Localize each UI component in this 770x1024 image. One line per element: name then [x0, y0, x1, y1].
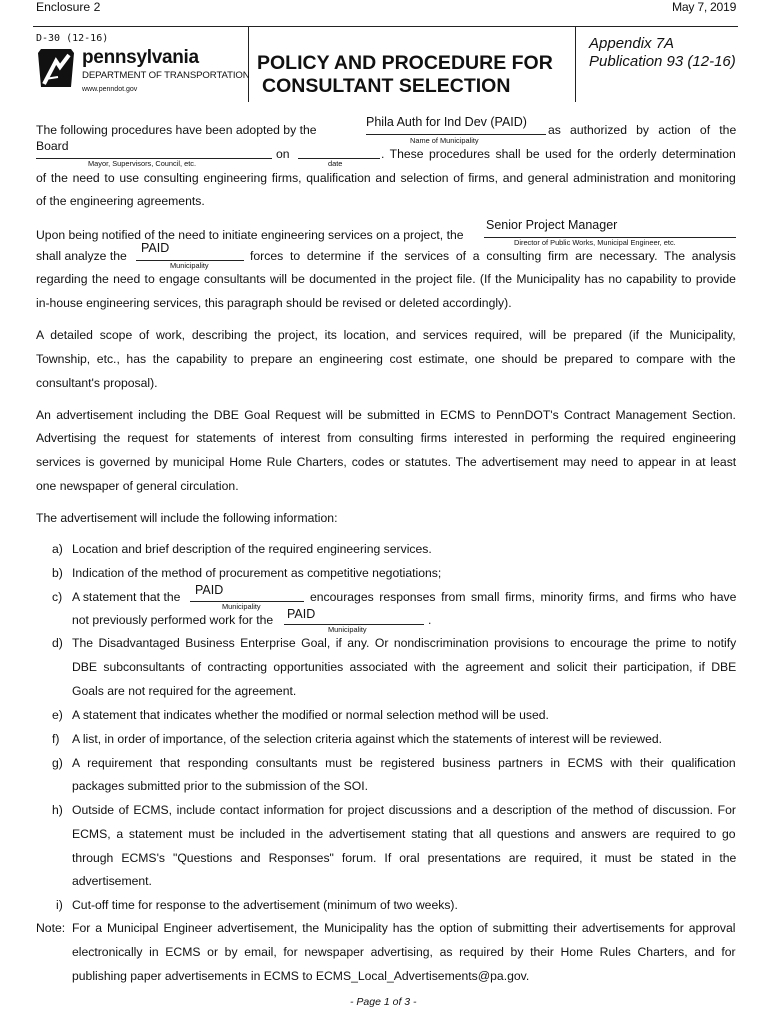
logo-name: pennsylvania — [82, 47, 199, 68]
notified-line4: in-house engineering services, this paragraph should be revised or deleted accordingly). — [36, 296, 512, 310]
item-c-end: encourages responses from small firms, minority firms, and firms who have — [310, 590, 737, 604]
item-i-label: i) — [56, 898, 63, 912]
municipality-name-caption: Name of Municipality — [410, 136, 479, 145]
date-caption: date — [328, 159, 343, 168]
appendix-label: Appendix 7A — [589, 35, 675, 52]
form-box-top-border — [33, 26, 738, 27]
item-g-label: g) — [52, 756, 63, 770]
item-a-label: a) — [52, 542, 63, 556]
note-label: Note: — [36, 921, 66, 935]
intro-line1-end: as authorized by action of the — [548, 123, 737, 137]
board-word: Board — [36, 139, 69, 153]
intro-line3: of the need to use consulting engineering firms, qualification and selection of firms, and general administration and monitoring — [36, 171, 736, 185]
item-a-text: Location and brief description of the required engineering services. — [72, 542, 432, 556]
item-c-start: A statement that the — [72, 590, 181, 604]
municipality-name-value: Phila Auth for Ind Dev (PAID) — [366, 115, 527, 129]
item-d-label: d) — [52, 636, 63, 650]
publication-label: Publication 93 (12-16) — [589, 53, 736, 70]
form-box-divider-right — [575, 26, 576, 102]
note-line1: For a Municipal Engineer advertisement, the Municipality has the option of submitting their advertisements for approval — [72, 921, 736, 935]
enclosure-label: Enclosure 2 — [36, 0, 101, 14]
item-g-line2: packages submitted prior to the submission of the SOI. — [72, 779, 369, 793]
item-c-municipality-value: PAID — [195, 583, 224, 597]
item-h-line1: Outside of ECMS, include contact information for project discussions and a description of the method of discussion. For — [72, 803, 736, 817]
item-i-text: Cut-off time for response to the advertisement (minimum of two weeks). — [72, 898, 458, 912]
logo-department: DEPARTMENT OF TRANSPORTATION — [82, 70, 250, 81]
form-box-divider-left — [248, 26, 249, 102]
item-f-text: A list, in order of importance, of the selection criteria against which the statements of interest will be reviewed. — [72, 732, 663, 746]
item-f-label: f) — [52, 732, 60, 746]
item-c-line2-start: not previously performed work for the — [72, 613, 274, 627]
item-c-municipality-caption: Municipality — [222, 602, 261, 611]
director-value: Senior Project Manager — [486, 218, 618, 232]
item-c-label: c) — [52, 590, 63, 604]
item-h-line2: ECMS, a statement must be included in the advertisement stating that all questions and answers are required to go — [72, 827, 736, 841]
director-caption: Director of Public Works, Municipal Engineer, etc. — [514, 238, 676, 247]
intro-line1-start: The following procedures have been adopted by the — [36, 123, 317, 137]
notified-line1: Upon being notified of the need to initiate engineering services on a project, the — [36, 228, 464, 242]
page-number: - Page 1 of 3 - — [350, 996, 417, 1008]
item-e-label: e) — [52, 708, 63, 722]
scope-line3: consultant's proposal). — [36, 376, 158, 390]
item-d-line3: Goals are not required for the agreement. — [72, 684, 297, 698]
item-h-line3: through ECMS's "Questions and Responses" forum. If oral presentations are required, it must be stated in the — [72, 851, 737, 865]
item-g-line1: A requirement that responding consultants must be registered business partners in ECMS with their qualification — [72, 756, 736, 770]
form-code: D-30 (12-16) — [36, 33, 109, 44]
advert-line3: services is governed by municipal Home Rule Charters, codes or statutes. The advertisement may need to appear in at least — [36, 455, 737, 469]
advert-line2: Advertising the request for statements of interest from consulting firms interested in performing the required engineering — [36, 431, 736, 445]
advert-line4: one newspaper of general circulation. — [36, 479, 239, 493]
item-h-label: h) — [52, 803, 63, 817]
intro-line4: of the engineering agreements. — [36, 194, 205, 208]
item-c-line2-end: . — [428, 613, 432, 627]
scope-line2: Township, etc., has the capability to prepare an engineering cost estimate, one should be prepared to compare with the — [36, 352, 736, 366]
item-e-text: A statement that indicates whether the modified or normal selection method will be used. — [72, 708, 549, 722]
form-title-line2: CONSULTANT SELECTION — [262, 75, 511, 97]
item-b-text: Indication of the method of procurement as competitive negotiations; — [72, 566, 442, 580]
municipality-name-underline — [366, 134, 546, 135]
scope-line1: A detailed scope of work, describing the project, its location, and services required, will be prepared (if the Municipality, — [36, 328, 736, 342]
item-c-municipality2-value: PAID — [287, 607, 316, 621]
item-d-line2: DBE subconsultants of contracting opportunities associated with the agreement and solicit their participation, if DBE — [72, 660, 737, 674]
on-word: on — [276, 147, 290, 161]
mayor-caption: Mayor, Supervisors, Council, etc. — [88, 159, 197, 168]
intro-line2-end: . These procedures shall be used for the orderly determination — [381, 147, 736, 161]
item-c-municipality2-caption: Municipality — [328, 625, 367, 634]
info-intro: The advertisement will include the following information: — [36, 511, 338, 525]
item-d-line1: The Disadvantaged Business Enterprise Goal, if any. Or nondiscrimination provisions to encourage the prime to notify — [72, 636, 737, 650]
analyze-municipality-value: PAID — [141, 241, 170, 255]
penndot-keystone-logo-icon — [36, 47, 76, 89]
advert-line1: An advertisement including the DBE Goal Request will be submitted in ECMS to PennDOT's Contract Management Section. — [36, 408, 736, 422]
item-b-label: b) — [52, 566, 63, 580]
analyze-municipality-caption: Municipality — [170, 261, 209, 270]
logo-url: www.penndot.gov — [82, 86, 138, 93]
notified-line2-end: forces to determine if the services of a consulting firm are necessary. The analysis — [250, 249, 736, 263]
header-date: May 7, 2019 — [672, 0, 737, 14]
note-line2: electronically in ECMS or by email, for newspaper advertising, as required by their Home Rules Charters, and for — [72, 945, 736, 959]
notified-line3: regarding the need to engage consultants will be documented in the project file. (If the Municipality has no capability to provide — [36, 272, 736, 286]
item-h-line4: advertisement. — [72, 874, 152, 888]
note-line3: publishing paper advertisements in ECMS to ECMS_Local_Advertisements@pa.gov. — [72, 969, 530, 983]
form-title-line1: POLICY AND PROCEDURE FOR — [257, 52, 553, 74]
notified-line2-start: shall analyze the — [36, 249, 127, 263]
